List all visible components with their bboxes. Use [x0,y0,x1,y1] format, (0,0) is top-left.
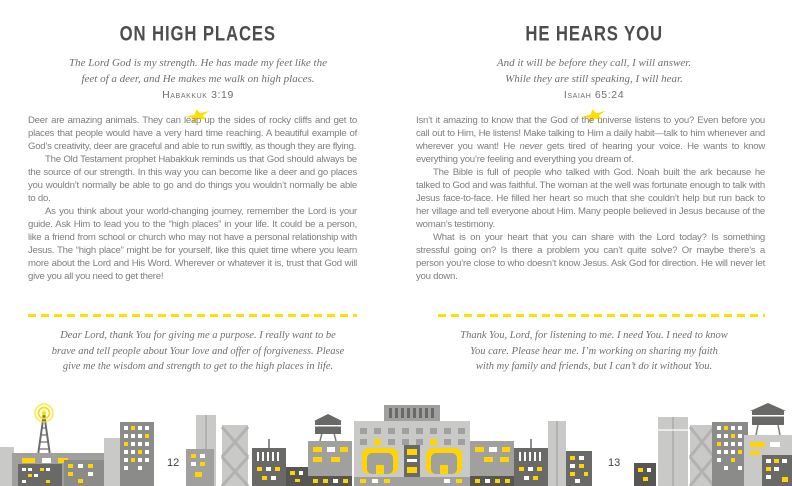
prayer-line: You care. Please hear me. I’m working on sharing my faith [470,345,718,357]
scripture-verse [396,55,792,87]
left-page-header [0,0,396,123]
verse-line: feet of a deer, and He makes me walk on high places. [81,73,315,85]
verse-line: And it will be before they call, I will answer. [496,57,692,69]
page-number: 13 [608,457,621,469]
page-number: 12 [167,457,180,469]
body-paragraph: The Bible is full of people who talked with God. Noah built the ark because he talked to God and was faithful. The woman at the well was fortunate enough to talk with Jesus face-to-face. He filled her heart so much that she couldn’t help but run back to her village and tell everyone about Him. Many people believed in Jesus because of the woman’s testimony. [416,167,765,230]
verse-line: The Lord God is my strength. He has made my feet like the [69,57,327,69]
prayer-text [0,328,396,375]
page-title: ON HIGH PLACES [119,22,277,46]
scripture-reference: Isaiah 65:24 [563,89,625,101]
scripture-reference: Habakkuk 3:19 [162,89,234,101]
body-paragraph: The Old Testament prophet Habakkuk reminds us that God should always be the source of our strength. In this way you can become like a deer and go places you wouldn’t normally be able to go and do things you wouldn’t normally be able to do. [28,154,357,204]
verse-line: While they are still speaking, I will hear. [505,73,683,85]
dashed-divider [438,314,765,317]
prayer-line: with my family and friends, but I can’t do it without You. [475,361,713,372]
right-book-page [396,0,792,486]
body-paragraph: What is on your heart that you can share with the Lord today? Is something stressful going on? Is there a problem you can’t quite solve? Or maybe there’s a person you’re close to who doesn’t know Jesus. Ask God for direction. He will never let you down. [416,232,765,282]
devotional-body [0,114,396,283]
dashed-divider [28,314,357,317]
prayer-line: brave and tell people about Your love and offer of forgiveness. Please [51,345,345,357]
prayer-line: give me the wisdom and strength to get to the high places in life. [62,361,334,372]
body-paragraph: As you think about your world-changing journey, remember the Lord is your guide. Ask Him to lead you to the “high places” in your life. It could be a person, like a friend from school or church who may not have a personal relationship with Jesus. The “high place” might be for yourself, like this quiet time where you learn more about the Lord and His Word. Wherever or whatever it is, trust that God will give you all you need to get there! [28,206,357,282]
prayer-text [396,328,792,375]
prayer-line: Thank You, Lord, for listening to me. I need You. I need to know [460,330,728,341]
scripture-verse [0,55,396,87]
page-title: HE HEARS YOU [525,22,663,46]
body-paragraph: Isn’t it amazing to know that the God of the universe listens to you? Even before you call out to Him, He listens! Make talking to Him a daily habit—talk to him whenever and wherever you want! He never gets tired of hearing your voice. He wants to know everything you’re feeling and everything you dream of. [416,115,765,165]
body-paragraph: Deer are amazing animals. They can leap up the sides of rocky cliffs and get to places that people would have a very hard time reaching. A beautiful example of God’s creativity, deer are graceful and able to run swiftly, as though they are flying. [28,115,357,152]
right-page-header [396,0,792,123]
prayer-line: Dear Lord, thank You for giving me a purpose. I really want to be [60,330,336,341]
devotional-body [396,114,792,283]
